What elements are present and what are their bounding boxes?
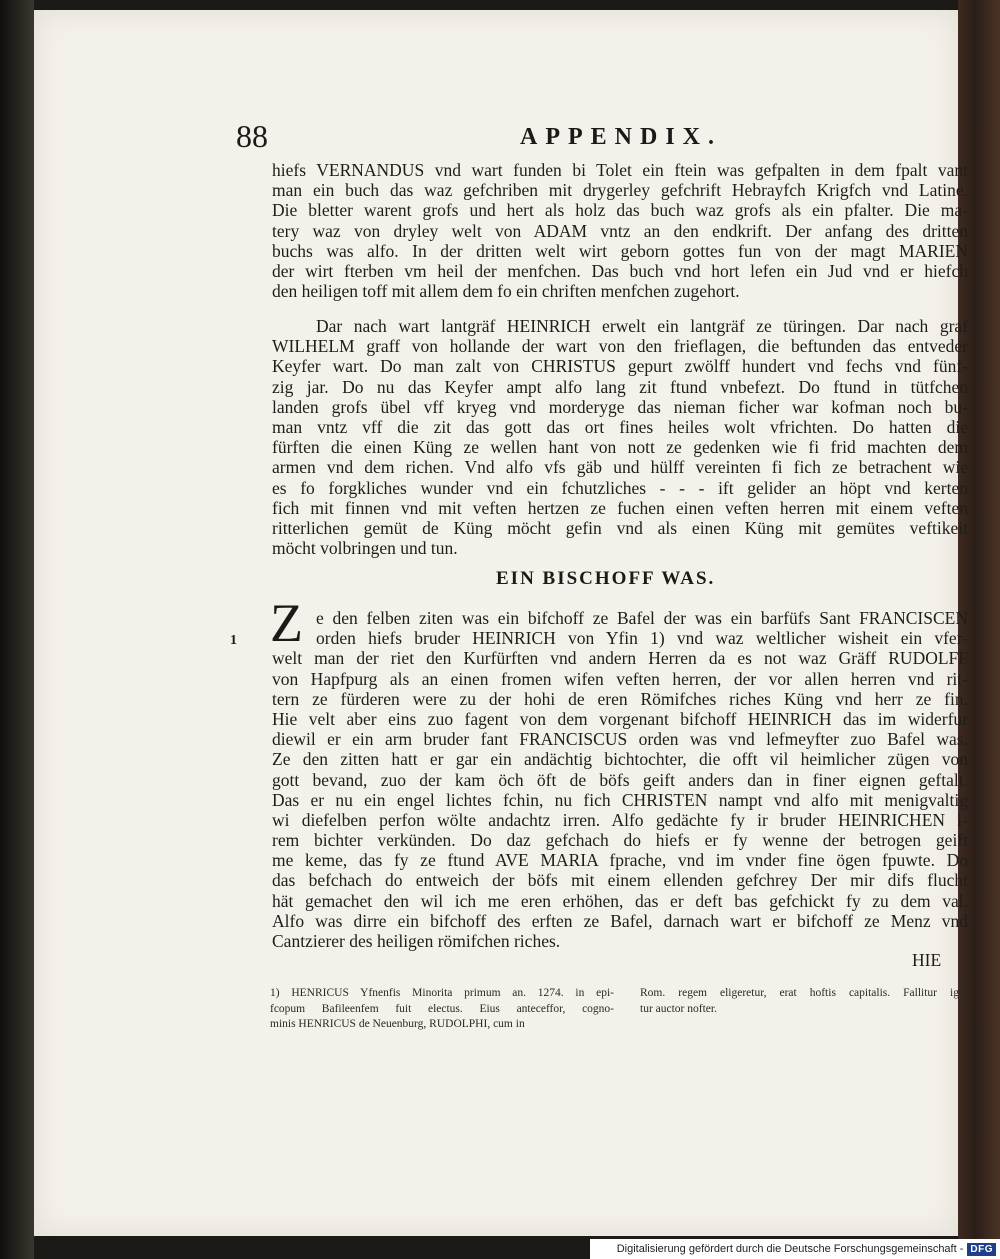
paragraph-2 — [272, 316, 968, 558]
text-line: Cantzierer des heiligen römifchen riches. — [272, 931, 561, 951]
footnote-left — [270, 986, 614, 1033]
footnote-line: 1) HENRICUS Yfnenfis Minorita primum an. 1274. in epi- — [270, 987, 614, 999]
text-line: zig jar. Do nu das Keyfer ampt alfo lang zit ftund vnbefezt. Do ftund in tütfchen — [272, 376, 968, 397]
book-spine-left — [0, 0, 34, 1259]
text-line: möcht volbringen und tun. — [272, 538, 458, 559]
text-line: Keyfer wart. Do man zalt von CHRISTUS gepurt zwölff hundert vnd fechs vnd fünf- — [272, 356, 968, 377]
digitization-banner — [590, 1239, 1000, 1259]
drop-cap: Z — [270, 593, 303, 653]
text-line: armen vnd dem richen. Vnd alfo vfs gäb und hülff vereinten fi fich ze betrachent wie — [272, 457, 968, 478]
text-line: ritterlichen gemüt de Küng möcht gefin vnd als einen Küng mit gemütes veftikeit — [272, 517, 968, 538]
text-line: hiefs VERNANDUS vnd wart funden bi Tolet ein ftein was gefpalten in dem fpalt vant — [272, 160, 968, 180]
text-line: gott bevand, zuo der kam öch öft de böfs geift anders dan in finer eignen geftalt. — [272, 769, 968, 790]
text-line: Das er nu ein engel lichtes fchin, nu fich CHRISTEN nampt vnd alfo mit menigvaltig — [272, 789, 968, 810]
text-line: Hie velt aber eins zuo fagent von dem vorgenant bifchoff HEINRICH das im widerfur — [272, 708, 968, 729]
text-line: me keme, das fy ze ftund AVE MARIA fprache, vnd im vnder fine ögen fpuwte. Do — [272, 850, 968, 871]
catchword: HIE — [912, 950, 942, 970]
margin-note: 1 — [230, 633, 237, 648]
footnote-line: Rom. regem eligeretur, erat hoftis capitalis. Fallitur igi- — [640, 987, 966, 999]
footnote-right — [640, 986, 966, 1017]
text-line: Die bletter warent grofs und hert als holz das buch waz grofs als ein pfalter. Die ma- — [272, 200, 968, 221]
text-line: landen grofs übel vff kryeg vnd morderyge das nieman ficher war kofman noch bu- — [272, 396, 968, 417]
paragraph-3 — [272, 608, 968, 951]
text-line: WILHELM graff von hollande der wart von den frieflagen, die beftunden das entveder — [272, 336, 968, 357]
text-line: buchs was alfo. In der dritten welt wirt geborn gottes fun von der magt MARIEN — [272, 240, 968, 261]
text-line: diewil er ein arm bruder fant FRANCISCUS orden was vnd lefmeyfter zuo Bafel was. — [272, 729, 968, 750]
text-line: man vntz vff die zit das gott das ort fines heiles wolt vfrichten. Do hatten die — [272, 416, 968, 437]
text-line: welt man der riet den Kurfürften vnd andern Herren da es not waz Gräff RUDOLFF — [272, 648, 968, 669]
dfg-logo-icon: DFG — [967, 1243, 996, 1256]
text-line: den heiligen toff mit allem dem fo ein chriften menfchen zugehort. — [272, 281, 740, 302]
text-line: hät gemachet den wil ich me eren erhöhen, das er deft bas gefchickt fy zu dem val. — [272, 890, 968, 911]
text-line: man ein buch das waz gefchriben mit drygerley gefchrift Hebrayfch Krigfch vnd Latine. — [272, 180, 968, 201]
text-line: Ze den zitten hatt er gar ein andächtig bichtochter, die offt vil heimlicher zügen von — [272, 749, 968, 770]
text-line: Dar nach wart lantgräf HEINRICH erwelt ein lantgräf ze türingen. Dar nach graf — [316, 316, 968, 336]
text-line: wi diefelben perfon wölte andachtz irren. Alfo gedächte fy ir bruder HEINRICHEN i- — [272, 809, 968, 830]
text-line: das befchach do entweich der böfs mit einem ellenden gefchrey Der mir difs flucht — [272, 870, 968, 891]
text-line: e den felben ziten was ein bifchoff ze Bafel der was ein barfüfs Sant FRANCISCEN — [316, 608, 968, 628]
text-line: fich mit finnen vnd mit veften hertzen ze fuchen einen veften herren mit einem veften — [272, 497, 968, 518]
text-line: es fo forgkliches wunder vnd ein fchutzliches - - - ift gelider an höpt vnd kerten — [272, 477, 968, 498]
paragraph-1 — [272, 160, 968, 301]
footnote-line: minis HENRICUS de Neuenburg, RUDOLPHI, cum in — [270, 1018, 525, 1030]
text-line: fürften die einen Küng ze wellen hant von nott ze gedenken wie fi frid machten dem — [272, 437, 968, 458]
section-heading: EIN BISCHOFF WAS. — [496, 568, 716, 589]
text-line: von Hapfpurg als an einen fromen wifen veften herren, der vor allen herren vnd rit- — [272, 668, 968, 689]
footnote-line: tur auctor nofter. — [640, 1002, 717, 1015]
text-line: tern ze fürderen were zu der hohi de eren Römifches riches Küng vnd herr ze fin. — [272, 688, 968, 709]
text-line: der wirt fterben vm heil der menfchen. Das buch vnd hort lefen ein Jud vnd er hiefch — [272, 260, 968, 281]
text-line: rem bichter verkünden. Do daz gefchach do hiefs er fy wenne der betrogen geift — [272, 830, 968, 851]
text-line: Alfo was dirre ein bifchoff des erften ze Bafel, darnach wart er bifchoff ze Menz vnd — [272, 910, 968, 931]
text-line: tery waz von dryley welt von ADAM vntz an den endkrift. Der anfang des dritten — [272, 220, 968, 241]
running-head: APPENDIX. — [520, 124, 722, 150]
footnote-line: fcopum Bafileenfem fuit electus. Eius anteceffor, cogno- — [270, 1002, 614, 1015]
text-line: orden hiefs bruder HEINRICH von Yfin 1) vnd waz weltlicher wisheit ein vfer- — [316, 628, 968, 649]
banner-text: Digitalisierung gefördert durch die Deutsche Forschungsgemeinschaft - — [616, 1243, 964, 1255]
page-number: 88 — [236, 118, 268, 154]
